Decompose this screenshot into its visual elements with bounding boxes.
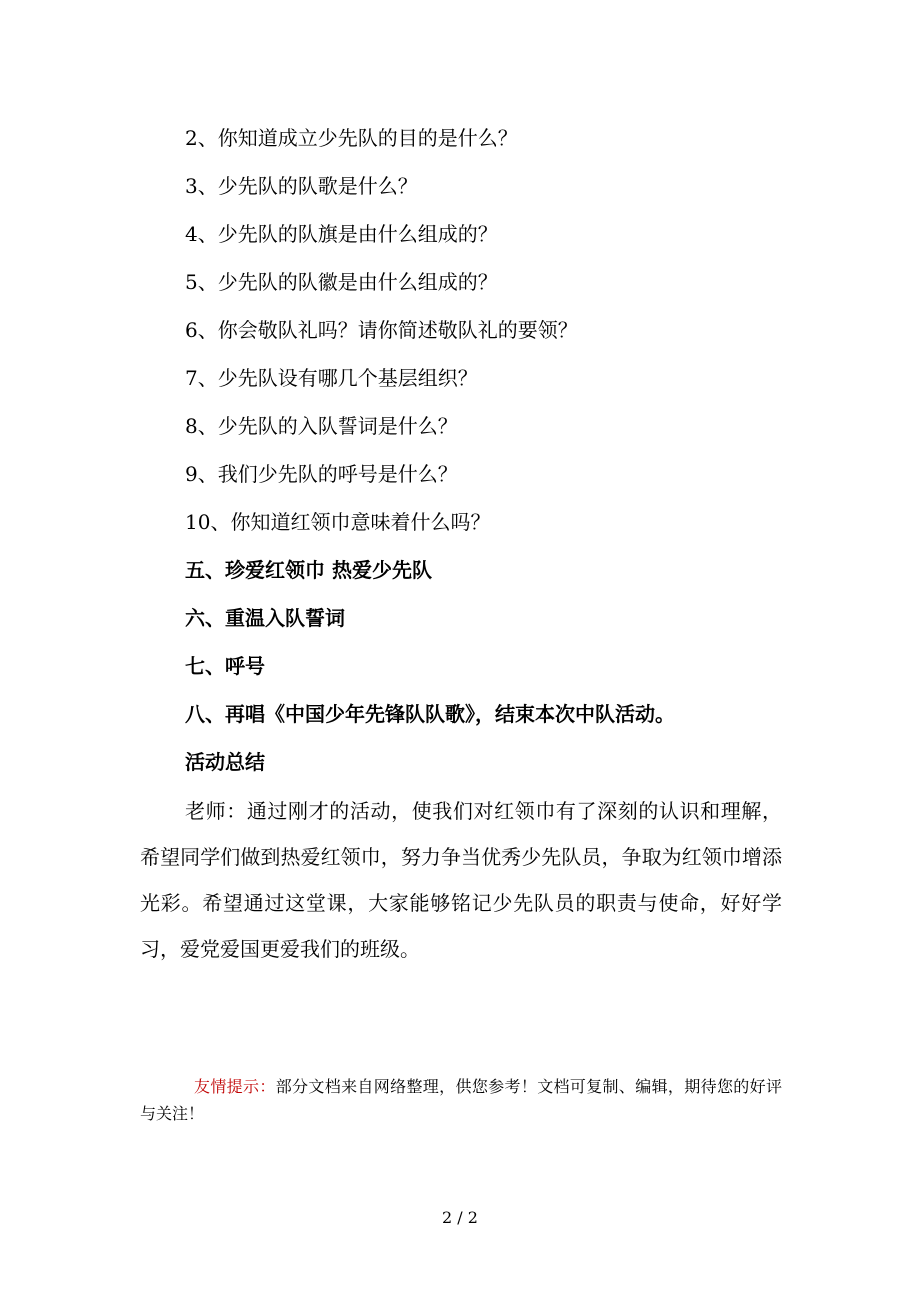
section-heading: 五、珍爱红领巾 热爱少先队 <box>185 558 432 582</box>
tip-label: 友情提示： <box>194 1077 276 1096</box>
question-item: 4、少先队的队旗是由什么组成的？ <box>185 222 498 246</box>
question-item: 8、少先队的入队誓词是什么？ <box>185 414 458 438</box>
section-heading: 六、重温入队誓词 <box>185 606 345 630</box>
question-item: 5、少先队的队徽是由什么组成的？ <box>185 270 498 294</box>
section-heading: 活动总结 <box>185 750 265 774</box>
tip-note <box>140 1073 782 1127</box>
question-item: 10、你知道红领巾意味着什么吗？ <box>185 510 491 534</box>
section-heading: 八、再唱《中国少年先锋队队歌》，结束本次中队活动。 <box>185 702 675 726</box>
section-heading: 七、呼号 <box>185 654 265 678</box>
page-number: 2 / 2 <box>442 1208 478 1227</box>
question-item: 7、少先队设有哪几个基层组织？ <box>185 366 478 390</box>
question-item: 6、你会敬队礼吗？请你简述敬队礼的要领？ <box>185 318 578 342</box>
question-item: 3、少先队的队歌是什么？ <box>185 174 418 198</box>
question-item: 9、我们少先队的呼号是什么？ <box>185 462 458 486</box>
tip-text: 部分文档来自网络整理，供您参考！文档可复制、编辑，期待您的好评与关注！ <box>140 1077 782 1123</box>
question-item: 2、你知道成立少先队的目的是什么？ <box>185 126 518 150</box>
summary-paragraph: 老师：通过刚才的活动，使我们对红领巾有了深刻的认识和理解，希望同学们做到热爱红领巾，努力争当优秀少先队员，争取为红领巾增添光彩。希望通过这堂课，大家能够铭记少先队员的职责与使命，好好学习，爱党爱国更爱我们的班级。 <box>140 799 782 961</box>
